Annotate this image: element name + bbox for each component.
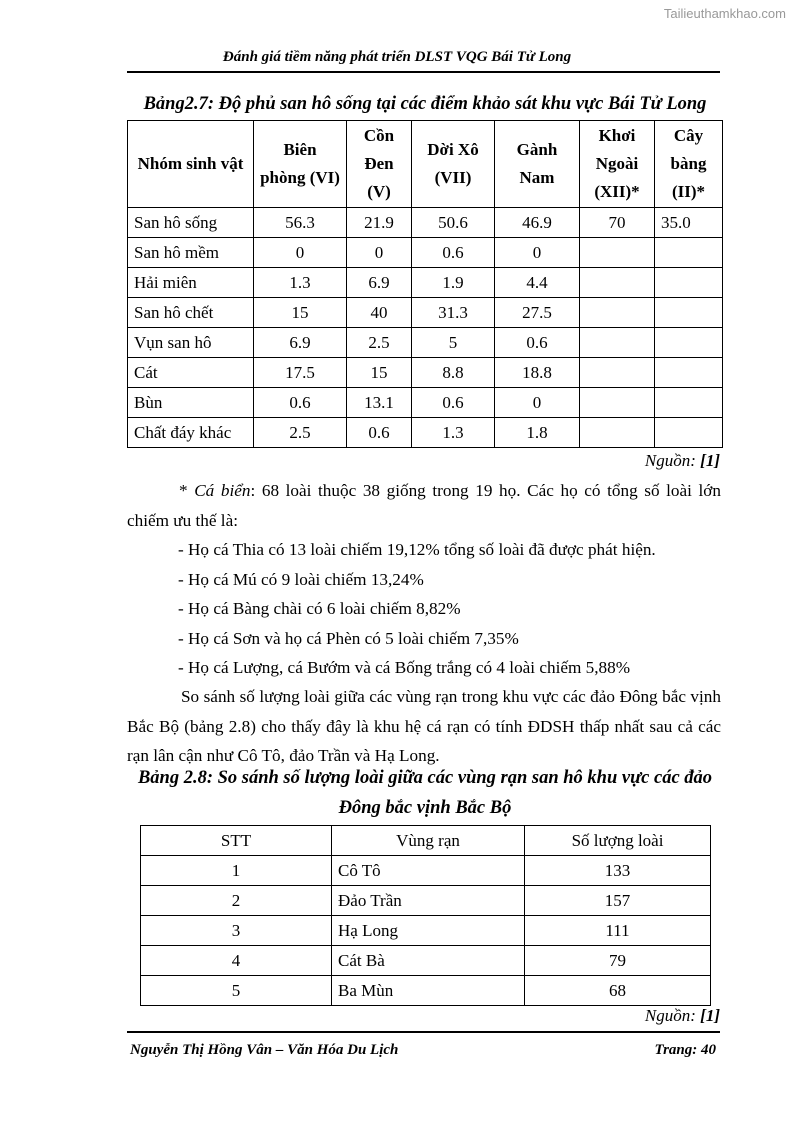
table-row <box>128 388 723 418</box>
table-cell: Hải miên <box>128 268 254 298</box>
table-row <box>128 208 723 238</box>
col-header: Dời Xô (VII) <box>412 121 495 208</box>
table-cell <box>655 418 723 448</box>
table1-caption: Bảng2.7: Độ phủ san hô sống tại các điểm khảo sát khu vực Bái Tử Long <box>143 94 707 114</box>
source-label: Nguồn: <box>644 1006 696 1025</box>
col-header: Nhóm sinh vật <box>128 121 254 208</box>
table-cell: 21.9 <box>347 208 412 238</box>
table-cell: 31.3 <box>412 298 495 328</box>
table-cell: Ba Mùn <box>332 976 525 1006</box>
table-cell: 56.3 <box>254 208 347 238</box>
list-item: - Họ cá Lượng, cá Bướm và cá Bống trắng có 4 loài chiếm 5,88% <box>178 658 631 677</box>
table-cell: 111 <box>525 916 711 946</box>
list-item: - Họ cá Thia có 13 loài chiếm 19,12% tổng số loài đã được phát hiện. <box>178 540 656 559</box>
col-header: STT <box>141 826 332 856</box>
table-row <box>128 238 723 268</box>
table-cell: 2 <box>141 886 332 916</box>
running-header: Đánh giá tiềm năng phát triển DLST VQG Bái Tử Long <box>222 49 572 65</box>
table-cell: 35.0 <box>655 208 723 238</box>
table-cell: 17.5 <box>254 358 347 388</box>
source-ref: [1] <box>700 451 720 470</box>
col-header: Số lượng loài <box>525 826 711 856</box>
intro-text: : 68 loài thuộc 38 giống trong 19 họ. Các họ có tổng số loài lớn chiếm ưu thế là: <box>127 481 721 530</box>
table-cell <box>580 298 655 328</box>
table-row <box>128 298 723 328</box>
table-row <box>141 886 711 916</box>
table-cell: 6.9 <box>347 268 412 298</box>
page-number: Trang: 40 <box>654 1042 716 1058</box>
source-label: Nguồn: <box>644 451 696 470</box>
intro-label: Cá biển <box>194 481 251 500</box>
table-cell: 50.6 <box>412 208 495 238</box>
table-cell: 70 <box>580 208 655 238</box>
table-cell: 0 <box>347 238 412 268</box>
table-cell <box>580 388 655 418</box>
list-item: - Họ cá Bàng chài có 6 loài chiếm 8,82% <box>178 599 461 618</box>
table-cell: 0 <box>495 238 580 268</box>
col-header: Vùng rạn <box>332 826 525 856</box>
table-row <box>128 268 723 298</box>
table-cell <box>580 418 655 448</box>
table-cell: 1.8 <box>495 418 580 448</box>
table-cell: San hô sống <box>128 208 254 238</box>
intro-prefix: * <box>179 481 195 500</box>
table-cell: 40 <box>347 298 412 328</box>
bullet-list <box>178 535 738 683</box>
table-cell: Cô Tô <box>332 856 525 886</box>
table-row <box>141 916 711 946</box>
table-cell: 1.3 <box>412 418 495 448</box>
table-cell: 2.5 <box>254 418 347 448</box>
table-cell: 1.9 <box>412 268 495 298</box>
footer-rule <box>127 1031 720 1033</box>
table-cell: Bùn <box>128 388 254 418</box>
table-cell: 3 <box>141 916 332 946</box>
table-cell: Đảo Trần <box>332 886 525 916</box>
table-cell: 0.6 <box>254 388 347 418</box>
table2-caption: Bảng 2.8: So sánh số lượng loài giữa các vùng rạn san hô khu vực các đảo <box>137 768 713 788</box>
table-cell: 0.6 <box>412 388 495 418</box>
coral-cover-table <box>127 120 723 448</box>
table-cell <box>580 328 655 358</box>
table-header-row <box>141 826 711 856</box>
table-cell <box>655 238 723 268</box>
table1-source <box>645 451 720 471</box>
table-cell <box>655 358 723 388</box>
table-row <box>128 418 723 448</box>
table-row <box>141 976 711 1006</box>
table-cell: 2.5 <box>347 328 412 358</box>
col-header: Cây bàng (II)* <box>655 121 723 208</box>
list-item: - Họ cá Mú có 9 loài chiếm 13,24% <box>178 569 424 589</box>
table-cell: Cát <box>128 358 254 388</box>
table-cell: 4 <box>141 946 332 976</box>
table-cell: Vụn san hô <box>128 328 254 358</box>
table-cell: San hô mềm <box>128 238 254 268</box>
col-header: Cồn Đen (V) <box>347 121 412 208</box>
table-cell: Cát Bà <box>332 946 525 976</box>
table2-caption-2: Đông bắc vịnh Bắc Bộ <box>338 798 512 818</box>
fish-intro <box>127 476 721 535</box>
table-cell: 79 <box>525 946 711 976</box>
table-cell: 0.6 <box>495 328 580 358</box>
table-cell: 0 <box>254 238 347 268</box>
table-cell <box>655 328 723 358</box>
table-cell: 6.9 <box>254 328 347 358</box>
table-cell: 27.5 <box>495 298 580 328</box>
table-cell: San hô chết <box>128 298 254 328</box>
table-cell: 133 <box>525 856 711 886</box>
table-cell: 1.3 <box>254 268 347 298</box>
table-cell <box>655 268 723 298</box>
watermark: Tailieuthamkhao.com <box>663 6 786 21</box>
list-item: - Họ cá Sơn và họ cá Phèn có 5 loài chiếm 7,35% <box>178 628 519 648</box>
table-cell <box>580 238 655 268</box>
col-header: Gành Nam <box>495 121 580 208</box>
table-cell: 157 <box>525 886 711 916</box>
table-cell <box>655 388 723 418</box>
table-row <box>141 856 711 886</box>
table-row <box>141 946 711 976</box>
table-cell: 68 <box>525 976 711 1006</box>
col-header: Biên phòng (VI) <box>254 121 347 208</box>
table-cell: Chất đáy khác <box>128 418 254 448</box>
col-header: Khơi Ngoài (XII)* <box>580 121 655 208</box>
table-cell: Hạ Long <box>332 916 525 946</box>
table-cell <box>580 268 655 298</box>
table-row <box>128 358 723 388</box>
table-cell: 5 <box>141 976 332 1006</box>
table-cell: 0.6 <box>412 238 495 268</box>
table-cell <box>580 358 655 388</box>
table-cell: 46.9 <box>495 208 580 238</box>
table-cell: 0.6 <box>347 418 412 448</box>
table-cell: 0 <box>495 388 580 418</box>
footer-author: Nguyễn Thị Hồng Vân – Văn Hóa Du Lịch <box>130 1042 399 1058</box>
table-header-row <box>128 121 723 208</box>
table-cell: 15 <box>254 298 347 328</box>
table-cell <box>655 298 723 328</box>
species-comparison-table <box>140 825 711 1006</box>
table-cell: 1 <box>141 856 332 886</box>
comparison-paragraph: So sánh số lượng loài giữa các vùng rạn trong khu vực các đảo Đông bắc vịnh Bắc Bộ (bảng 2.8) cho thấy đây là khu hệ cá rạn có tính ĐDSH thấp nhất sau cả các rạn lân cận như Cô Tô, đảo Trần và Hạ Long. <box>127 687 721 765</box>
table-cell: 4.4 <box>495 268 580 298</box>
source-ref: [1] <box>700 1006 720 1025</box>
table-cell: 8.8 <box>412 358 495 388</box>
table-cell: 13.1 <box>347 388 412 418</box>
table-cell: 5 <box>412 328 495 358</box>
table-row <box>128 328 723 358</box>
table-cell: 15 <box>347 358 412 388</box>
table2-source <box>645 1006 720 1026</box>
table-cell: 18.8 <box>495 358 580 388</box>
header-rule <box>127 71 720 73</box>
